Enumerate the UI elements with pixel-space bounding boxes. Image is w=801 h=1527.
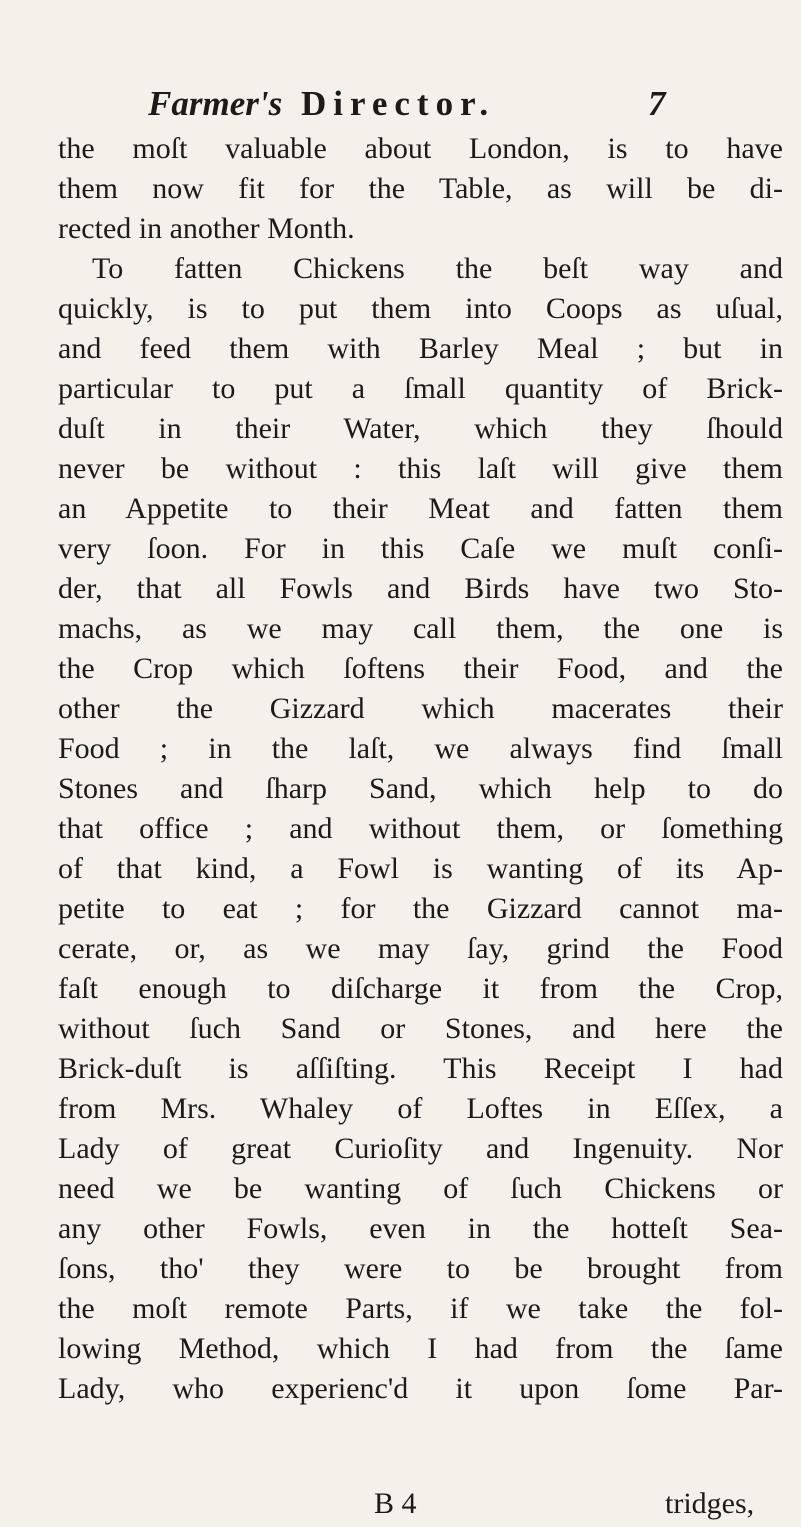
body-text — [58, 129, 783, 1409]
text-line: and feed them with Barley Meal ; but in — [58, 332, 783, 365]
text-line: faſt enough to diſcharge it from the Crop, — [58, 972, 783, 1005]
text-line: petite to eat ; for the Gizzard cannot ma- — [58, 892, 783, 925]
text-line: Food ; in the laſt, we always find ſmall — [58, 732, 783, 765]
text-line: the Crop which ſoftens their Food, and the — [58, 652, 783, 685]
text-line: ſons, tho' they were to be brought from — [58, 1252, 783, 1285]
text-line: particular to put a ſmall quantity of Brick- — [58, 372, 783, 405]
header-title-italic: Farmer's — [148, 84, 283, 123]
text-line: without ſuch Sand or Stones, and here the — [58, 1012, 783, 1045]
text-line: Lady, who experienc'd it upon ſome Par- — [58, 1372, 783, 1405]
text-line: any other Fowls, even in the hotteſt Sea- — [58, 1212, 783, 1245]
text-line: very ſoon. For in this Caſe we muſt conſi- — [58, 532, 783, 565]
text-line: need we be wanting of ſuch Chickens or — [58, 1172, 783, 1205]
page-number: 7 — [648, 84, 666, 123]
text-line: that office ; and without them, or ſomething — [58, 812, 783, 845]
text-line: lowing Method, which I had from the ſame — [58, 1332, 783, 1365]
text-line: Stones and ſharp Sand, which help to do — [58, 772, 783, 805]
text-line: der, that all Fowls and Birds have two Sto- — [58, 572, 783, 605]
text-line: machs, as we may call them, the one is — [58, 612, 783, 645]
signature-mark: B 4 — [374, 1487, 417, 1520]
header-title-caps: Director. — [300, 84, 496, 123]
text-line: the moſt valuable about London, is to have — [58, 132, 783, 165]
text-line: from Mrs. Whaley of Loftes in Eſſex, a — [58, 1092, 783, 1125]
text-line: other the Gizzard which macerates their — [58, 692, 783, 725]
catchword: tridges, — [665, 1487, 755, 1520]
text-line: cerate, or, as we may ſay, grind the Food — [58, 932, 783, 965]
text-line: an Appetite to their Meat and fatten them — [58, 492, 783, 525]
text-line: quickly, is to put them into Coops as uſual, — [58, 292, 783, 325]
page-footer — [0, 1484, 801, 1524]
text-line: Lady of great Curioſity and Ingenuity. Nor — [58, 1132, 783, 1165]
text-line: rected in another Month. — [58, 212, 355, 245]
text-line: Brick-duſt is aſſiſting. This Receipt I had — [58, 1052, 783, 1085]
text-line: them now fit for the Table, as will be di- — [58, 172, 783, 205]
text-line: never be without : this laſt will give them — [58, 452, 783, 485]
text-line: duſt in their Water, which they ſhould — [58, 412, 783, 445]
text-line: the moſt remote Parts, if we take the fol- — [58, 1292, 783, 1325]
text-line: To fatten Chickens the beſt way and — [92, 252, 783, 285]
running-header — [148, 76, 668, 132]
text-line: of that kind, a Fowl is wanting of its Ap- — [58, 852, 783, 885]
